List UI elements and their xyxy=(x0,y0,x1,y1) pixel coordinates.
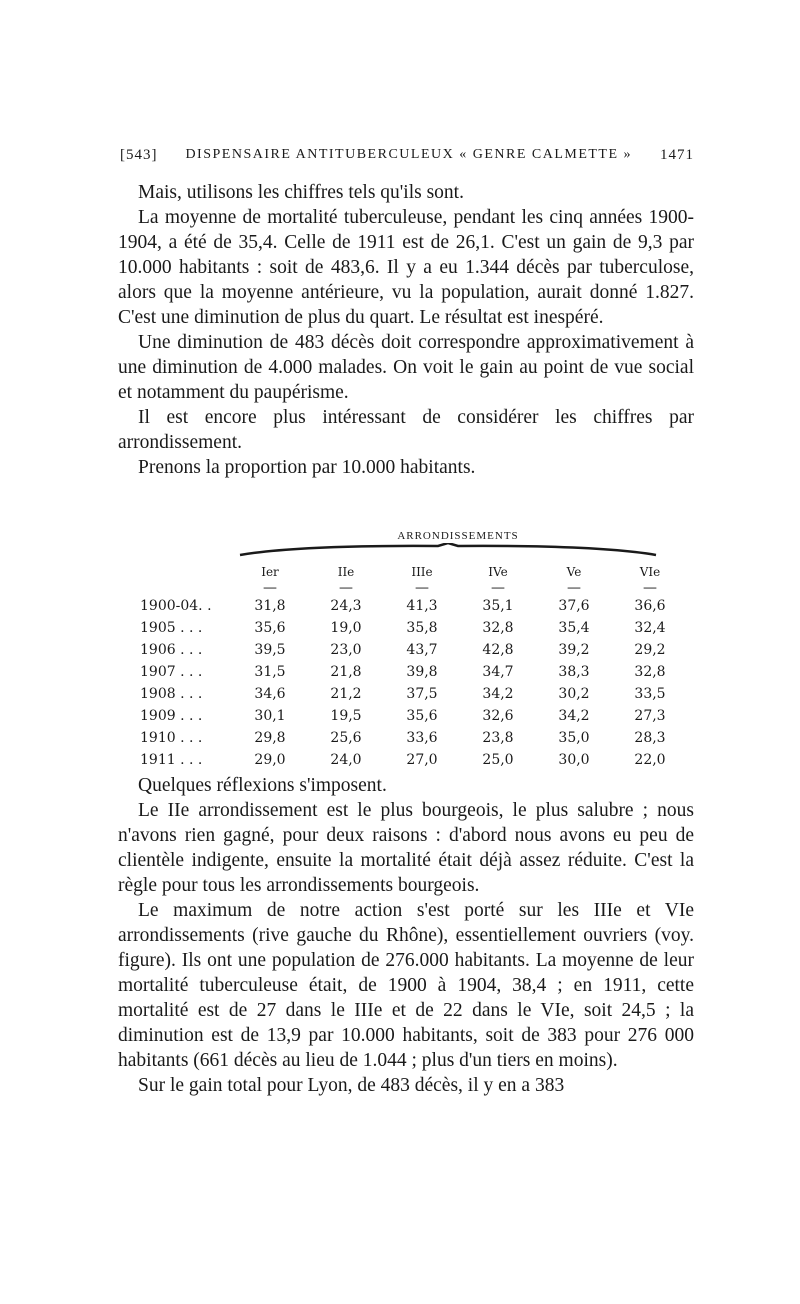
table-cell: 37,6 xyxy=(558,598,590,614)
paragraph: Quelques réflexions s'imposent. xyxy=(138,775,387,796)
row-label: 1911 . . . xyxy=(140,752,203,768)
paragraph: Sur le gain total pour Lyon, de 483 décès, il y en a 383 xyxy=(138,1075,565,1096)
table-row xyxy=(140,683,690,705)
table-cell: 24,3 xyxy=(330,598,362,614)
column-header: IVe xyxy=(488,565,508,579)
dash: — xyxy=(567,580,581,596)
row-label: 1900-04. . xyxy=(140,598,212,614)
table-cell: 27,0 xyxy=(406,752,438,768)
column-header: VIe xyxy=(639,565,661,579)
dash: — xyxy=(491,580,505,596)
page-reference: [543] xyxy=(120,147,158,163)
table-cell: 25,6 xyxy=(330,730,362,746)
table-cell: 42,8 xyxy=(482,642,514,658)
body-text-bottom xyxy=(118,773,694,1098)
table-cell: 38,3 xyxy=(558,664,590,680)
table-row xyxy=(140,705,690,727)
table-cell: 35,8 xyxy=(406,620,438,636)
dash: — xyxy=(643,580,657,596)
table-cell: 32,8 xyxy=(634,664,666,680)
table-cell: 29,0 xyxy=(254,752,286,768)
table-cell: 39,5 xyxy=(254,642,286,658)
column-header: IIIe xyxy=(411,565,433,579)
table-cell: 24,0 xyxy=(330,752,362,768)
column-header: Ve xyxy=(566,565,582,579)
table-cell: 25,0 xyxy=(482,752,514,768)
table-dash-row xyxy=(140,580,690,596)
row-label: 1910 . . . xyxy=(140,730,203,746)
table-cell: 29,2 xyxy=(634,642,666,658)
column-header: IIe xyxy=(337,565,355,579)
paragraph: Mais, utilisons les chiffres tels qu'ils sont. xyxy=(138,182,464,203)
row-label: 1906 . . . xyxy=(140,642,203,658)
table-cell: 35,4 xyxy=(558,620,590,636)
table-cell: 30,2 xyxy=(558,686,590,702)
row-label: 1907 . . . xyxy=(140,664,203,680)
page-number: 1471 xyxy=(659,147,694,163)
table-cell: 32,6 xyxy=(482,708,514,724)
paragraph: Une diminution de 483 décès doit correspondre approximativement à une diminution de 4.000 malades. On voit le gain au point de vue social et notamment du paupérisme. xyxy=(118,332,694,403)
table-cell: 37,5 xyxy=(406,686,438,702)
dash-spacer xyxy=(140,583,232,595)
table-cell: 29,8 xyxy=(254,730,286,746)
body-text-top xyxy=(118,180,694,480)
table-cell: 43,7 xyxy=(406,642,438,658)
table-cell: 34,2 xyxy=(482,686,514,702)
dash: — xyxy=(263,580,277,596)
table-cell: 31,5 xyxy=(254,664,286,680)
table-cell: 35,6 xyxy=(406,708,438,724)
table-row xyxy=(140,749,690,771)
table-cell: 32,8 xyxy=(482,620,514,636)
table-cell: 21,2 xyxy=(330,686,362,702)
paragraph: La moyenne de mortalité tuberculeuse, pendant les cinq années 1900-1904, a été de 35,4. Celle de 1911 est de 26,1. C'est un gain de 9,3 par 10.000 habitants : soit de 483,6. Il y a eu 1.344 décès par tuberculose, alors que la moyenne antérieure, vu la population, aurait donné 1.827. C'est une diminution de plus du quart. Le résultat est inespéré. xyxy=(118,207,694,328)
dash: — xyxy=(415,580,429,596)
running-header xyxy=(120,147,694,164)
table-cell: 19,0 xyxy=(330,620,362,636)
header-spacer xyxy=(140,561,232,583)
table-cell: 35,6 xyxy=(254,620,286,636)
table-cell: 41,3 xyxy=(406,598,438,614)
row-label: 1909 . . . xyxy=(140,708,203,724)
mortality-table xyxy=(140,561,690,771)
table-row xyxy=(140,639,690,661)
table-cell: 33,6 xyxy=(406,730,438,746)
table-row xyxy=(140,617,690,639)
table-row xyxy=(140,595,690,617)
table-cell: 39,8 xyxy=(406,664,438,680)
table-cell: 28,3 xyxy=(634,730,666,746)
paragraph: Le maximum de notre action s'est porté sur les IIIe et VIe arrondissements (rive gauche du Rhône), essentiellement ouvriers (voy. figure). Ils ont une population de 276.000 habitants. La moyenne de leur mortalité tuberculeuse était, de 1900 à 1904, 38,4 ; en 1911, cette mortalité est de 27 dans le IIIe et de 22 dans le VIe, soit 24,5 ; la diminution est de 13,9 par 10.000 habitants, soit de 383 pour 276 000 habitants (661 décès au lieu de 1.044 ; plus d'un tiers en moins). xyxy=(118,900,694,1071)
table-body xyxy=(140,595,690,771)
row-label: 1908 . . . xyxy=(140,686,203,702)
table-cell: 23,8 xyxy=(482,730,514,746)
table-cell: 30,1 xyxy=(254,708,286,724)
dash: — xyxy=(339,580,353,596)
table-cell: 31,8 xyxy=(254,598,286,614)
table-row xyxy=(140,661,690,683)
column-header: Ier xyxy=(261,565,279,579)
table-cell: 21,8 xyxy=(330,664,362,680)
paragraph: Le IIe arrondissement est le plus bourgeois, le plus salubre ; nous n'avons rien gagné, pour deux raisons : d'abord nous avons eu peu de clientèle indigente, ensuite la mortalité était déjà assez réduite. C'est la règle pour tous les arrondissements bourgeois. xyxy=(118,800,694,896)
table-cell: 35,1 xyxy=(482,598,514,614)
table-cell: 27,3 xyxy=(634,708,666,724)
row-label: 1905 . . . xyxy=(140,620,203,636)
brace-decoration xyxy=(238,543,658,557)
table-cell: 33,5 xyxy=(634,686,666,702)
table-title: ARRONDISSEMENTS xyxy=(397,530,519,542)
table-cell: 39,2 xyxy=(558,642,590,658)
table-cell: 22,0 xyxy=(634,752,666,768)
paragraph: Prenons la proportion par 10.000 habitants. xyxy=(138,457,476,478)
table-cell: 34,7 xyxy=(482,664,514,680)
table-row xyxy=(140,727,690,749)
table-cell: 34,2 xyxy=(558,708,590,724)
paragraph: Il est encore plus intéressant de considérer les chiffres par arrondissement. xyxy=(118,407,694,453)
table-cell: 35,0 xyxy=(558,730,590,746)
table-cell: 23,0 xyxy=(330,642,362,658)
table-cell: 30,0 xyxy=(558,752,590,768)
running-title: DISPENSAIRE ANTITUBERCULEUX « GENRE CALMETTE » xyxy=(185,147,633,162)
table-cell: 19,5 xyxy=(330,708,362,724)
table-cell: 34,6 xyxy=(254,686,286,702)
table-cell: 36,6 xyxy=(634,598,666,614)
table-cell: 32,4 xyxy=(634,620,666,636)
